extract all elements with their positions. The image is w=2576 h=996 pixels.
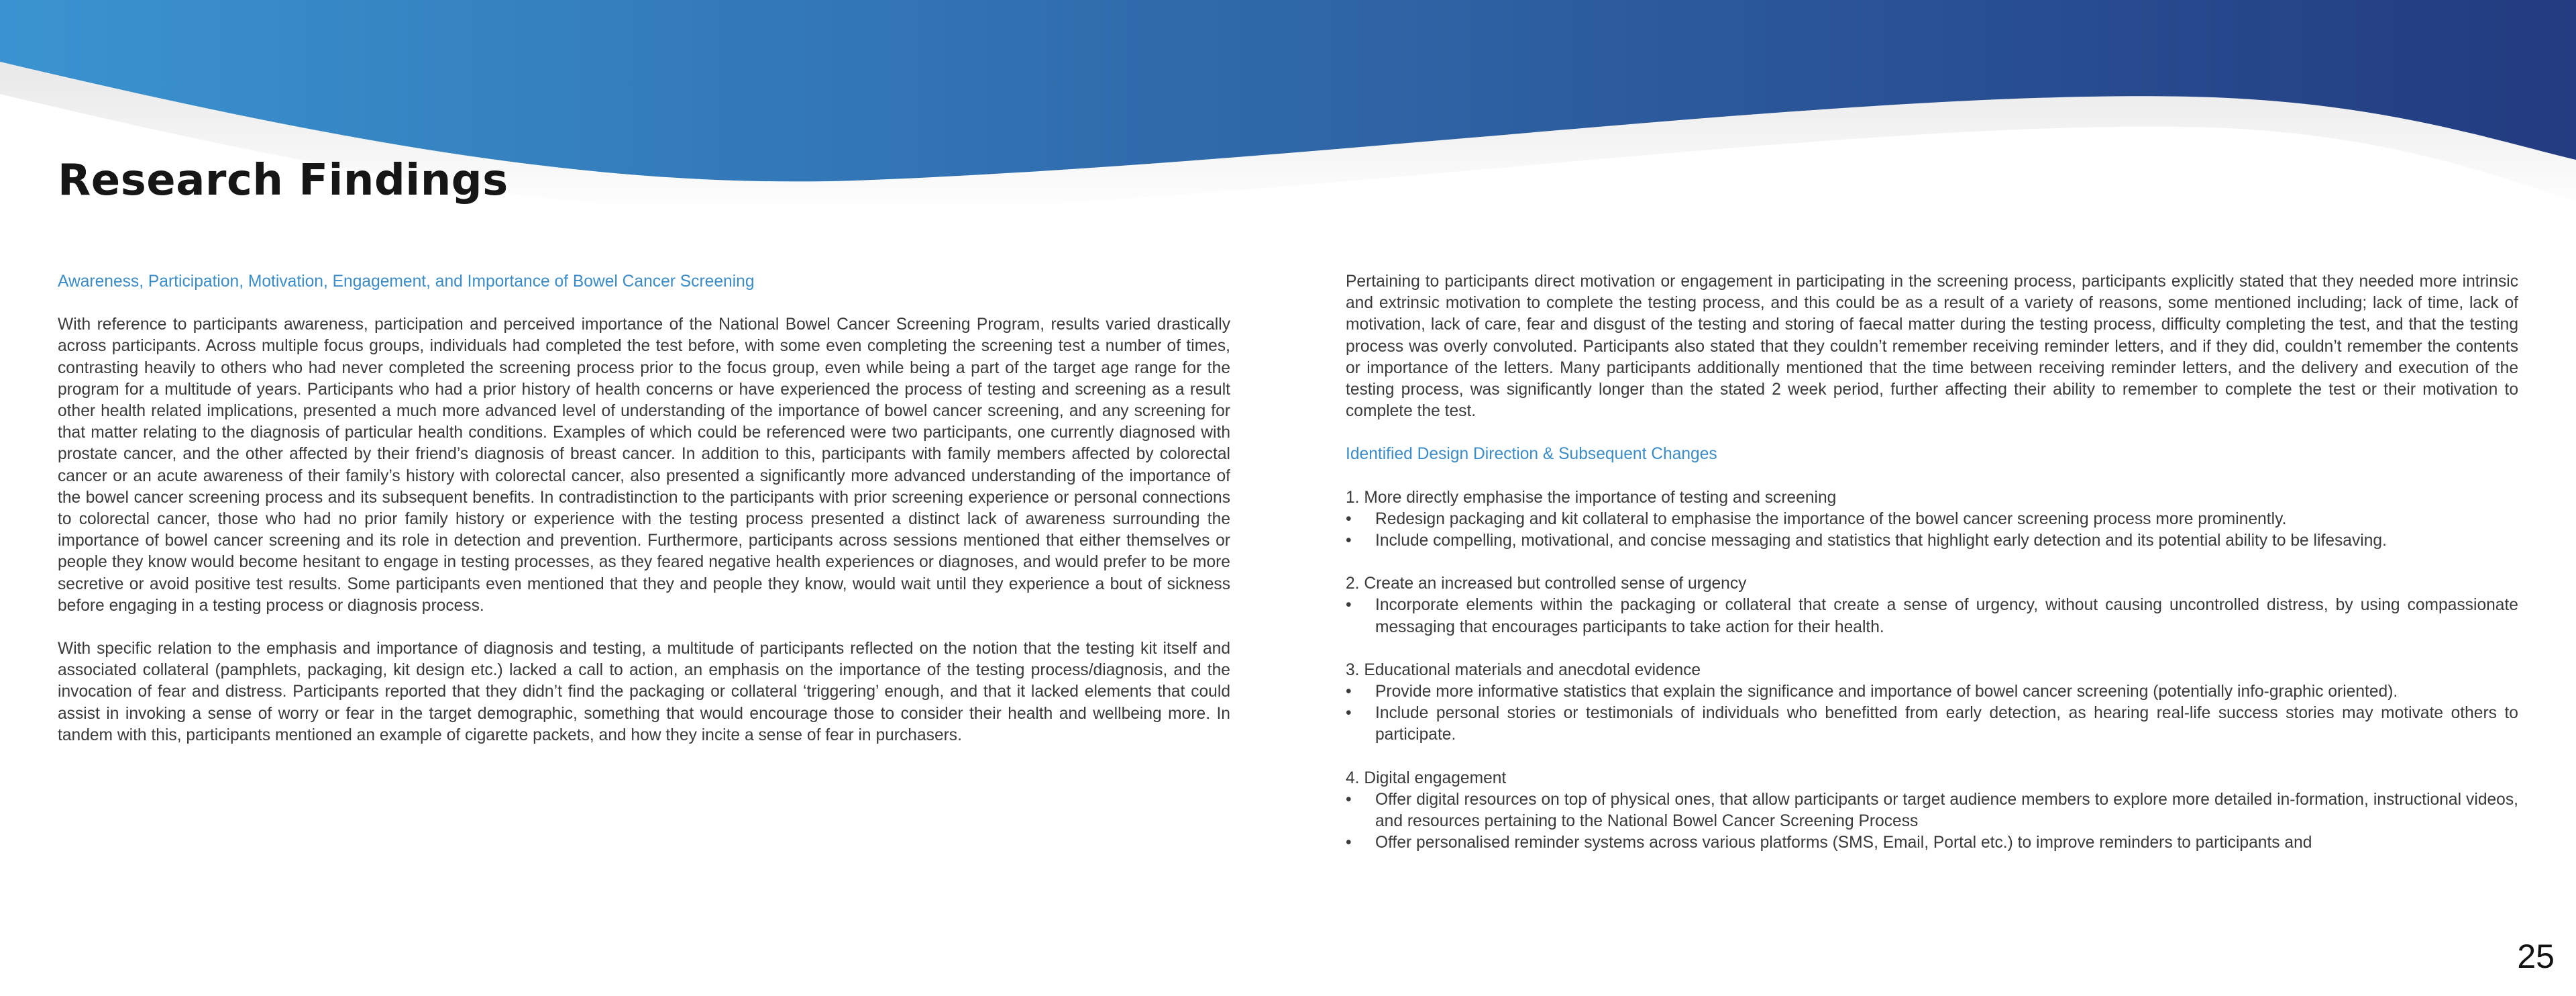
bullet-list xyxy=(1346,509,2518,552)
left-column xyxy=(58,271,1230,768)
section-heading-design-direction: Identified Design Direction & Subsequent Changes xyxy=(1346,445,1717,464)
page-number: 25 xyxy=(2517,938,2555,975)
paragraph-diagnosis-emphasis: With specific relation to the emphasis and importance of diagnosis and testing, a multitude of participants reflected on the notion that the testing kit itself and associated collateral (pamphlets, packaging, kit design etc.) lacked a call to action, an emphasis on the importance of the testing process/diagnosis, and the invocation of fear and distress. Participants reported that they didn’t find the packaging or collateral ‘triggering’ enough, and that it lacked elements that could assist in invoking a sense of worry or fear in the target demographic, something that would encourage those to consider their health and wellbeing more. In tandem with this, participants mentioned an example of cigarette packets, and how they incite a sense of fear in purchasers. xyxy=(58,640,1230,744)
list-item: • Incorporate elements within the packaging or collateral that create a sense of urgency, without causing uncontrolled distress, by using compassionate messaging that encourages participants to take action for their health. xyxy=(1346,595,2518,638)
design-direction-section xyxy=(1346,573,2518,638)
list-item: • Include personal stories or testimonials of individuals who benefitted from early detection, as hearing real-life success stories may motivate others to participate. xyxy=(1346,703,2518,746)
page-title: Research Findings xyxy=(58,156,508,205)
section-title: 2. Create an increased but controlled sense of urgency xyxy=(1346,575,1747,593)
bullet-list xyxy=(1346,789,2518,854)
list-item: • Include compelling, motivational, and concise messaging and statistics that highlight early detection and its potential ability to be lifesaving. xyxy=(1346,530,2518,552)
list-item: • Provide more informative statistics that explain the significance and importance of bowel cancer screening (potentially info-graphic oriented). xyxy=(1346,681,2518,703)
design-direction-section xyxy=(1346,768,2518,854)
section-title: 3. Educational materials and anecdotal evidence xyxy=(1346,660,1701,679)
section-heading-awareness: Awareness, Participation, Motivation, Engagement, and Importance of Bowel Cancer Screening xyxy=(58,272,755,291)
bullet-list xyxy=(1346,681,2518,746)
section-title: 1. More directly emphasise the importance of testing and screening xyxy=(1346,488,1837,507)
paragraph-awareness: With reference to participants awareness, participation and perceived importance of the National Bowel Cancer Screening Program, results varied drastically across participants. Across multiple focus groups, individuals had completed the test before, with some even completing the screening test a number of times, contrasting heavily to others who had never completed the screening process prior to the focus group, even while being a part of the target age range for the program for a multitude of years. Participants who had a prior history of health concerns or have experienced the process of testing and screening as a result other health related implications, presented a much more advanced level of understanding of the importance of bowel cancer screening, and any screening for that matter relating to the diagnosis of particular health conditions. Examples of which could be referenced were two participants, one currently diagnosed with prostate cancer, and the other affected by their friend’s diagnosis of breast cancer. In addition to this, participants with family members affected by colorectal cancer or an acute awareness of their family’s history with colorectal cancer, also presented a significantly more advanced understanding of the importance of the bowel cancer screening process and its subsequent benefits. In contradistinction to the participants with prior screening experience or personal connections to colorectal cancer, those who had no prior family history or experience with the testing process presented a distinct lack of awareness surrounding the importance of bowel cancer screening and its role in detection and prevention. Furthermore, participants across sessions mentioned that either themselves or people they know would become hesitant to engage in testing processes, as they feared negative health experiences or diagnoses, and would prefer to be more secretive or avoid positive test results. Some participants even mentioned that they and people they know, would wait until they experience a bout of sickness before engaging in a testing process or diagnosis process. xyxy=(58,315,1230,615)
design-direction-section xyxy=(1346,660,2518,746)
section-title: 4. Digital engagement xyxy=(1346,768,1507,787)
bullet-list xyxy=(1346,595,2518,638)
design-direction-section xyxy=(1346,487,2518,552)
list-item: • Redesign packaging and kit collateral to emphasise the importance of the bowel cancer screening process more prominently. xyxy=(1346,509,2518,530)
list-item: • Offer digital resources on top of physical ones, that allow participants or target audience members to explore more detailed in-formation, instructional videos, and resources pertaining to the National Bowel Cancer Screening Process xyxy=(1346,789,2518,832)
paragraph-motivation: Pertaining to participants direct motivation or engagement in participating in the screening process, participants explicitly stated that they needed more intrinsic and extrinsic motivation to complete the testing process, and this could be as a result of a variety of reasons, some mentioned including; lack of time, lack of motivation, lack of care, fear and disgust of the testing and storing of faecal matter during the testing process, difficulty completing the test, and that the testing process was overly convoluted. Participants also stated that they couldn’t remember receiving reminder letters, and if they did, couldn’t remember the contents or importance of the letters. Many participants additionally mentioned that the time between receiving reminder letters, and the delivery and execution of the testing process, was significantly longer than the stated 2 week period, further affecting their ability to remember to complete the test or their motivation to complete the test. xyxy=(1346,272,2518,421)
right-column xyxy=(1346,271,2518,875)
list-item: • Offer personalised reminder systems across various platforms (SMS, Email, Portal etc.) to improve reminders to participants and xyxy=(1346,832,2518,854)
